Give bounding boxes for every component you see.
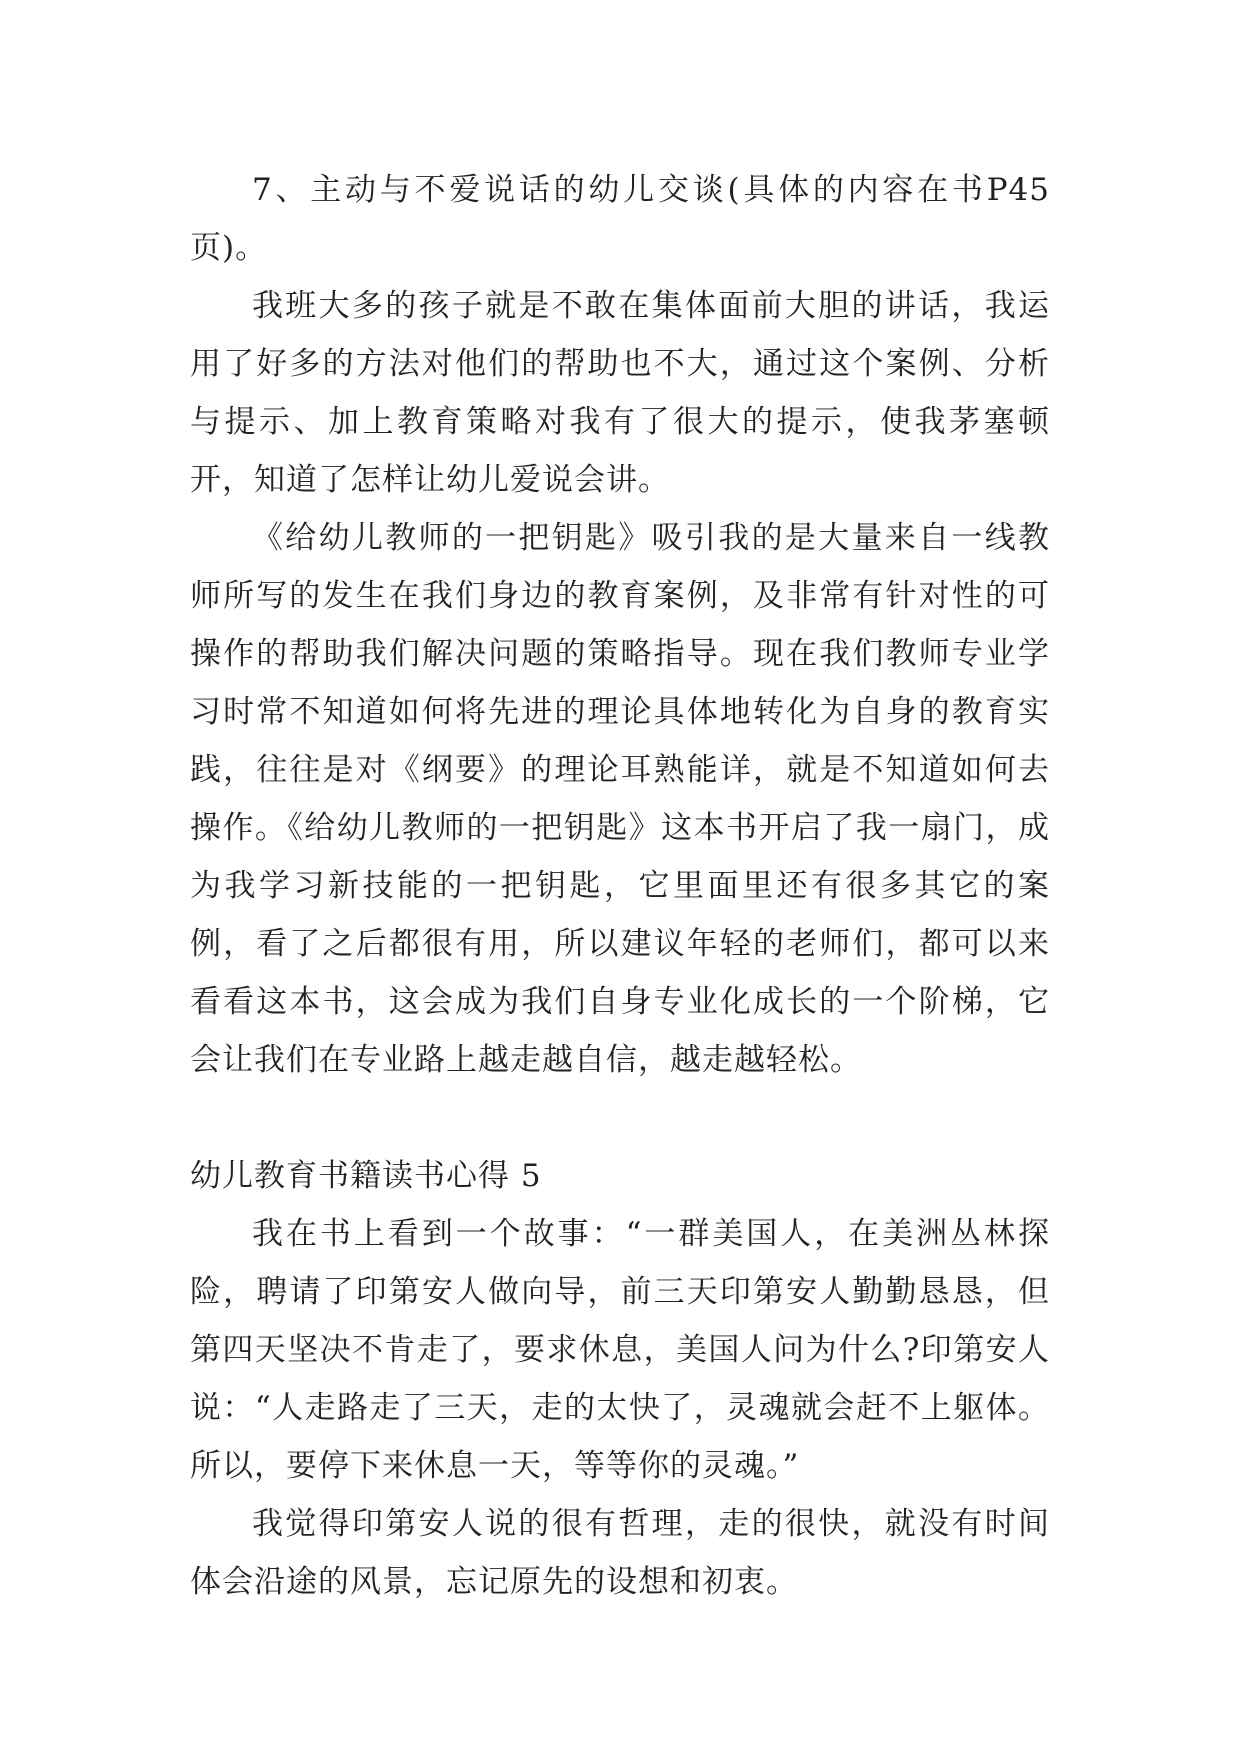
paragraph-book-review: 《给幼儿教师的一把钥匙》吸引我的是大量来自一线教师所写的发生在我们身边的教育案例，及非常有针对性的可操作的帮助我们解决问题的策略指导。现在我们教师专业学习时常不知道如何将先进的理论具体地转化为自身的教育实践，往往是对《纲要》的理论耳熟能详，就是不知道如何去操作。《给幼儿教师的一把钥匙》这本书开启了我一扇门，成为我学习新技能的一把钥匙，它里面里还有很多其它的案例，看了之后都很有用，所以建议年轻的老师们，都可以来看看这本书，这会成为我们自身专业化成长的一个阶梯，它会让我们在专业路上越走越自信，越走越轻松。 bbox=[190, 520, 1050, 1078]
paragraph-reflection: 我觉得印第安人说的很有哲理，走的很快，就没有时间体会沿途的风景，忘记原先的设想和初衷。 bbox=[190, 1506, 1050, 1600]
document-body bbox=[190, 161, 1050, 1611]
paragraph-class-reflection: 我班大多的孩子就是不敢在集体面前大胆的讲话，我运用了好多的方法对他们的帮助也不大，通过这个案例、分析与提示、加上教育策略对我有了很大的提示，使我茅塞顿开，知道了怎样让幼儿爱说会讲。 bbox=[190, 288, 1050, 498]
paragraph-story: 我在书上看到一个故事：“一群美国人，在美洲丛林探险，聘请了印第安人做向导，前三天印第安人勤勤恳恳，但第四天坚决不肯走了，要求休息，美国人问为什么?印第安人说：“人走路走了三天，走的太快了，灵魂就会赶不上躯体。所以，要停下来休息一天，等等你的灵魂。” bbox=[190, 1216, 1050, 1484]
section-heading: 幼儿教育书籍读书心得 5 bbox=[190, 1158, 542, 1194]
paragraph-item-7: 7、主动与不爱说话的幼儿交谈(具体的内容在书P45页)。 bbox=[190, 172, 1050, 266]
